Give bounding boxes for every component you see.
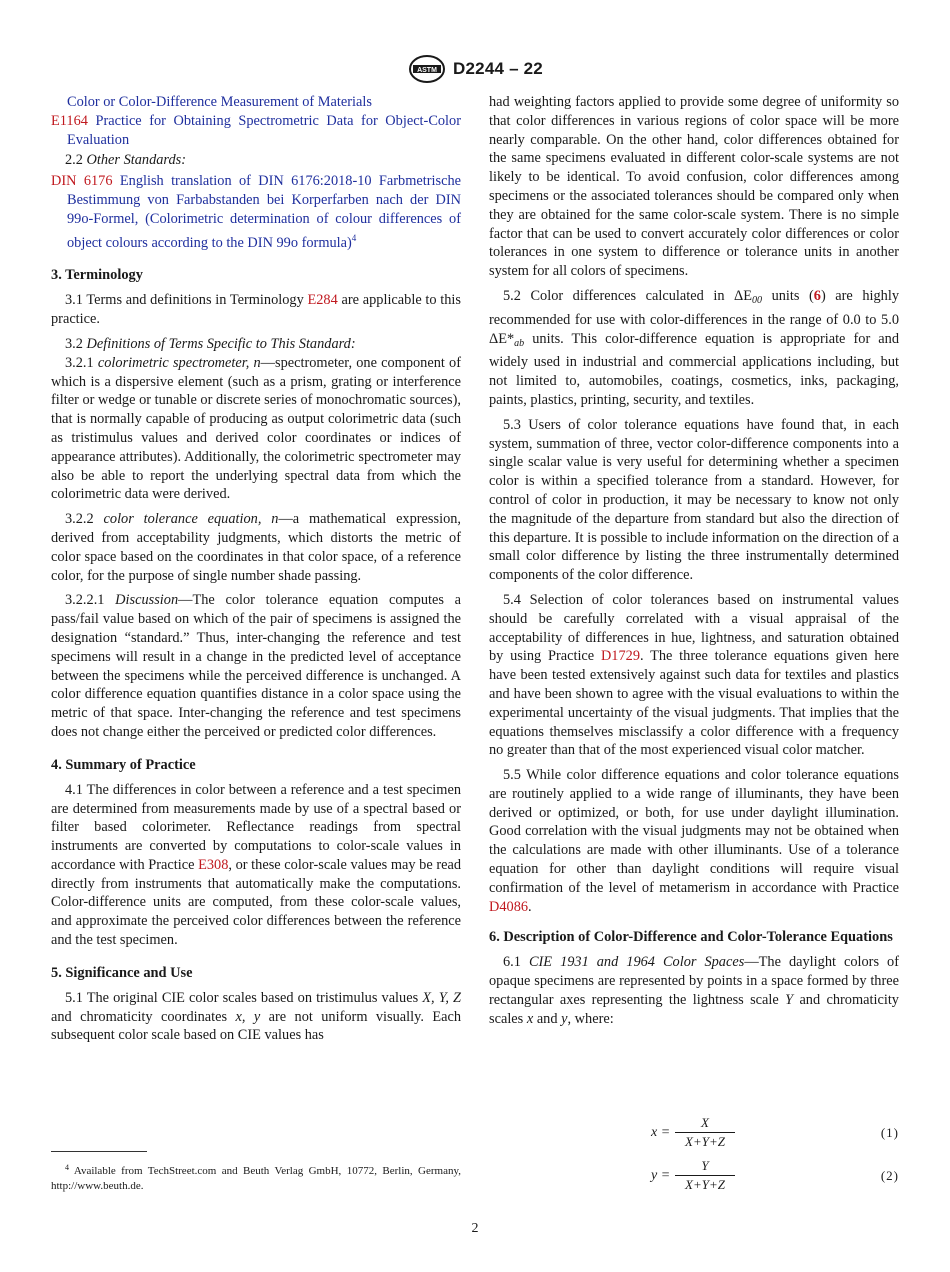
equation-2-number: (2) (880, 1168, 899, 1183)
d1729-link[interactable]: D1729 (600, 648, 640, 665)
section-2-2: 2.2 Other Standards: (65, 152, 187, 169)
para-6-1: 6.1 CIE 1931 and 1964 Color Spaces—The daylight colors of opaque specimens are represented by points in a space formed by three rectangular axes representing the lightness scale Y and chromaticity scales x and y, where: (489, 954, 899, 1027)
para-5-2: 5.2 Color differences calculated in $\Delta E_{00}$ units (6) are highly recommended for use with color-differences in the range of 0.0 to 5.0 $\Delta E*_{ab}$ units. This color-difference equation is appropriate for and widely used in industrial and commercial applications including, but not limited to, automobiles, coatings, cosmetics, inks, packaging, paints, plastics, printing, security, and textiles. (489, 287, 899, 408)
ref-din-link[interactable]: DIN 6176 (51, 173, 113, 190)
right-column (489, 93, 899, 1035)
para-4-1: 4.1 The differences in color between a reference and a test specimen are determined from measurements made by use of a spectral based or filter based colorimeter. Reflectance readings from spectral instruments are converted by computations to color-scale values in accordance with Practice E308, or these color-scale values may be read directly from instruments that automatically make the computations. Color-difference units are computed, from these color-scale values, and approximate the perceived color differences between the reference and the test specimen. (51, 781, 461, 949)
left-column (51, 93, 461, 1051)
section-3-heading: 3. Terminology (51, 267, 143, 284)
para-5-3: 5.3 Users of color tolerance equations have found that, in each system, summation of three, vector color-difference components into a single scalar value is very useful for determining whether a specimen color is within a specified tolerance from a standard. However, for control of color in production, it may be necessary to know not only the magnitude of the departure from standard but also the direction of this departure. It is possible to include information on the direction of a small color difference by listing the three instrumentally determined components of the color difference. (489, 416, 899, 584)
section-6-heading: 6. Description of Color-Difference and Color-Tolerance Equations (489, 929, 893, 946)
page-header (0, 52, 950, 86)
equation-1: x = X X+Y+Z (1) (651, 1115, 899, 1149)
ref-6-link[interactable]: 6 (813, 287, 821, 304)
para-5-4: 5.4 Selection of color tolerances based on instrumental values should be carefully correlated with a visual appraisal of the acceptability of differences in hue, lightness, and saturation obtained by using Practice D1729. The three tolerance equations given here have been tested extensively against such data for textiles and plastics and have been shown to agree with the visual evaluations to within the experimental uncertainty of the visual judgments. That implies that the equations themselves misclassify a color difference with a frequency no greater than that of the most experienced visual color matcher. (489, 591, 900, 759)
para-5-1-continued: had weighting factors applied to provide some degree of uniformity so that color differences in various regions of color space will be more nearly comparable. On the other hand, color differences obtained for the same specimens evaluated in different color-scale systems are not likely to be identical. To avoid confusion, color differences among specimens or the associated tolerances should be compared only when they are obtained for the same color-scale system. There is no simple factor that can be used to convert accurately color differences or color tolerances in one system to difference or tolerance units in another system for all colors of specimens. (489, 94, 899, 280)
equation-2: y = Y X+Y+Z (2) (651, 1158, 899, 1192)
designation-title: D2244 – 22 (453, 59, 543, 78)
para-5-5: 5.5 While color difference equations and color tolerance equations are routinely applied to a wide range of illuminants, they have been derived or optimized, or both, for use under daylight illumination. Good correlation with the visual judgments may not be obtained when the calculations are made with other illuminants. Use of a tolerance equation for other than daylight conditions will require visual confirmation of the level of metamerism in accordance with Practice D4086. (489, 767, 899, 915)
section-5-heading: 5. Significance and Use (51, 964, 193, 981)
page-number: 2 (471, 1221, 479, 1236)
e308-link[interactable]: E308 (198, 856, 229, 873)
svg-text:ASTM: ASTM (417, 67, 437, 74)
ref-continuation: Color or Color-Difference Measurement of Materials (67, 94, 372, 110)
section-4-heading: 4. Summary of Practice (51, 756, 196, 773)
para-5-1: 5.1 The original CIE color scales based on tristimulus values X, Y, Z and chromaticity coordinates x, y are not uniform visually. Each subsequent color scale based on CIE values has (51, 989, 462, 1044)
ref-e1164 (51, 112, 461, 150)
para-3-1: 3.1 Terms and definitions in Terminology E284 are applicable to this practice. (51, 292, 462, 328)
para-3-2-2: 3.2.2 color tolerance equation, n—a mathematical expression, derived from acceptability judgments, which distorts the metric of color space based on the coordinates in that color space, of a reference color, for the purpose of single number shade passing. (51, 511, 462, 584)
e284-link[interactable]: E284 (307, 292, 338, 309)
d4086-link[interactable]: D4086 (489, 898, 529, 915)
equation-2-fraction: Y X+Y+Z (675, 1158, 735, 1193)
footnote-divider (51, 1151, 147, 1152)
ref-din-title: English translation of DIN 6176:2018-10 Farbmetrische Bestimmung von Farbabstanden bei Korperfarben nach der DIN 99o-Formel, (Colorimetric determination of colour differences of object colours according to the DIN 99o formula) (67, 173, 461, 251)
para-3-2: 3.2 Definitions of Terms Specific to This Standard: (65, 335, 356, 352)
para-3-2-2-1: 3.2.2.1 Discussion—The color tolerance equation computes a pass/fail value based on which of the pair of specimens is assigned the designation “standard.” Thus, inter-changing the reference and test specimens will result in a change in the predicted level of acceptance between the specimens while the perceived difference is unchanged. A color difference equation quantifies distance in a color space using the metric of that space. Inter-changing the reference and test specimens does not change either the perceived or predicted color differences. (51, 592, 461, 740)
para-3-2-1: 3.2.1 colorimetric spectrometer, n—spectrometer, one component of which is a dispersive element (such as a prism, grating or interference filter or wedge or tunable or discrete series of monochromatic sources), that is normally capable of producing as output colorimetric data (such as tristimulus values and derived color coordinates or indices of appearance attributes). Additionally, the colorimetric spectrometer may also be able to report the underlying spectral data from which the colorimetric data were derived. (51, 354, 461, 503)
equation-1-number: (1) (880, 1125, 899, 1140)
equation-1-fraction: X X+Y+Z (675, 1115, 735, 1150)
astm-logo-icon (407, 54, 447, 84)
ref-din-6176: DIN 6176 English translation of DIN 6176:2018-10 Farbmetrische Bestimmung von Farbabstanden bei Korperfarben nach der DIN 99o-Formel, (Colorimetric determination of colour differences of object colours according to the DIN 99o formula)$^4$ (51, 173, 461, 251)
ref-e1164-title: Practice for Obtaining Spectrometric Data for Object-Color Evaluation (67, 112, 461, 148)
footnote-4: $^4$ Available from TechStreet.com and Beuth Verlag GmbH, 10772, Berlin, Germany, http://www.beuth.de. (51, 1163, 461, 1192)
ref-e1164-link[interactable]: E1164 (51, 112, 88, 129)
